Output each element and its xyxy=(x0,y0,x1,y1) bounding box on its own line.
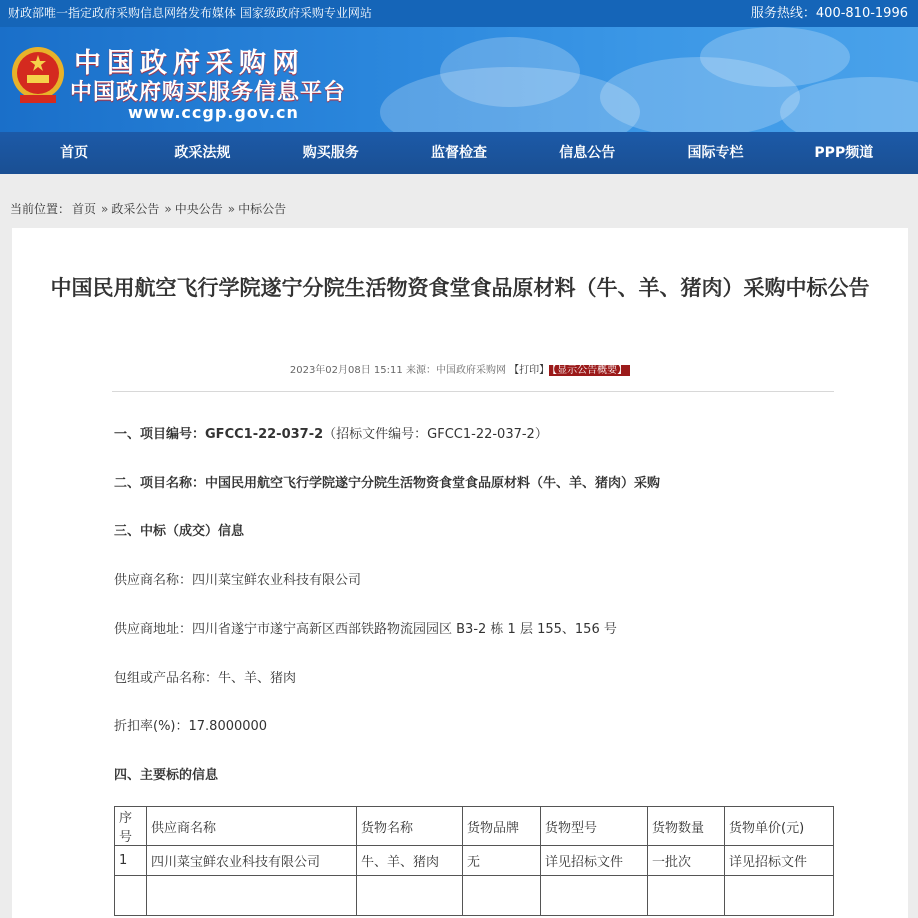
section-main-items: 四、主要标的信息 xyxy=(114,768,219,783)
table-row-empty xyxy=(115,876,834,916)
goods-table xyxy=(114,806,834,916)
site-banner xyxy=(0,27,918,132)
article-source: 来源：中国政府采购网 xyxy=(405,365,506,376)
main-nav xyxy=(0,132,918,174)
breadcrumb-separator: » xyxy=(227,202,236,216)
table-header-row xyxy=(115,807,834,846)
site-subtitle: 中国政府购买服务信息平台 xyxy=(70,80,347,105)
supplier-name: 供应商名称：四川菜宝鲜农业科技有限公司 xyxy=(114,573,362,588)
nav-supervision[interactable]: 监督检查 xyxy=(430,145,487,161)
table-cell: 无 xyxy=(463,846,541,876)
table-cell: 详见招标文件 xyxy=(541,846,648,876)
project-name: 中国民用航空飞行学院遂宁分院生活物资食堂食品原材料（牛、羊、猪肉）采购 xyxy=(205,476,661,491)
publish-date: 2023年02月08日 15:11 xyxy=(289,365,403,376)
table-header: 货物数量 xyxy=(648,807,725,846)
breadcrumb-award[interactable]: 中标公告 xyxy=(238,202,287,216)
table-cell: 详见招标文件 xyxy=(725,846,834,876)
table-header: 货物品牌 xyxy=(463,807,541,846)
show-summary-button[interactable]: 【显示公告概要】 xyxy=(549,365,630,376)
service-hotline: 服务热线：400-810-1996 xyxy=(750,6,908,21)
package-name: 包组或产品名称：牛、羊、猪肉 xyxy=(114,671,297,686)
breadcrumb-separator: » xyxy=(164,202,172,216)
nav-announcements[interactable]: 信息公告 xyxy=(559,145,616,161)
table-header: 货物名称 xyxy=(357,807,463,846)
nav-international[interactable]: 国际专栏 xyxy=(687,145,744,161)
site-title: 中国政府采购网 xyxy=(74,48,305,79)
table-cell: 1 xyxy=(115,846,147,876)
breadcrumb xyxy=(10,200,288,217)
table-row xyxy=(115,846,834,876)
site-url: www.ccgp.gov.cn xyxy=(128,103,299,122)
national-emblem-icon xyxy=(10,43,66,107)
tender-doc-number: （招标文件编号：GFCC1-22-037-2） xyxy=(323,427,548,442)
table-cell: 一批次 xyxy=(648,846,725,876)
article-title: 中国民用航空飞行学院遂宁分院生活物资食堂食品原材料（牛、羊、猪肉）采购中标公告 xyxy=(50,276,870,300)
breadcrumb-announcements[interactable]: 政采公告 xyxy=(111,202,160,216)
discount-rate: 折扣率(%)：17.8000000 xyxy=(114,719,268,734)
divider xyxy=(112,391,834,392)
print-link[interactable]: 【打印】 xyxy=(509,365,550,376)
breadcrumb-separator: » xyxy=(101,202,109,216)
section-project-name: 二、项目名称：中国民用航空飞行学院遂宁分院生活物资食堂食品原材料（牛、羊、猪肉）采购 xyxy=(114,476,661,491)
nav-home[interactable]: 首页 xyxy=(60,145,89,161)
breadcrumb-prefix: 当前位置： xyxy=(10,202,71,216)
section-project-number: 一、项目编号：GFCC1-22-037-2（招标文件编号：GFCC1-22-037-2） xyxy=(114,427,548,442)
supplier-address: 供应商地址：四川省遂宁市遂宁高新区西部铁路物流园园区 B3-2 栋 1 层 155、156 号 xyxy=(114,622,617,637)
table-cell: 牛、羊、猪肉 xyxy=(357,846,463,876)
nav-purchase-services[interactable]: 购买服务 xyxy=(302,145,359,161)
top-slogan: 财政部唯一指定政府采购信息网络发布媒体 国家级政府采购专业网站 xyxy=(8,6,372,20)
top-info-bar xyxy=(0,0,918,27)
article-meta xyxy=(12,361,908,376)
nav-regulations[interactable]: 政采法规 xyxy=(174,145,231,161)
table-cell: 四川菜宝鲜农业科技有限公司 xyxy=(147,846,357,876)
breadcrumb-home[interactable]: 首页 xyxy=(72,202,97,216)
breadcrumb-central[interactable]: 中央公告 xyxy=(174,202,223,216)
table-header: 货物型号 xyxy=(541,807,648,846)
project-number: GFCC1-22-037-2 xyxy=(205,427,324,442)
table-header: 供应商名称 xyxy=(147,807,357,846)
table-header: 货物单价(元) xyxy=(725,807,834,846)
nav-ppp[interactable]: PPP频道 xyxy=(814,145,874,161)
table-header: 序号 xyxy=(115,807,147,846)
article-panel xyxy=(12,228,908,918)
section-award-info: 三、中标（成交）信息 xyxy=(114,524,245,539)
